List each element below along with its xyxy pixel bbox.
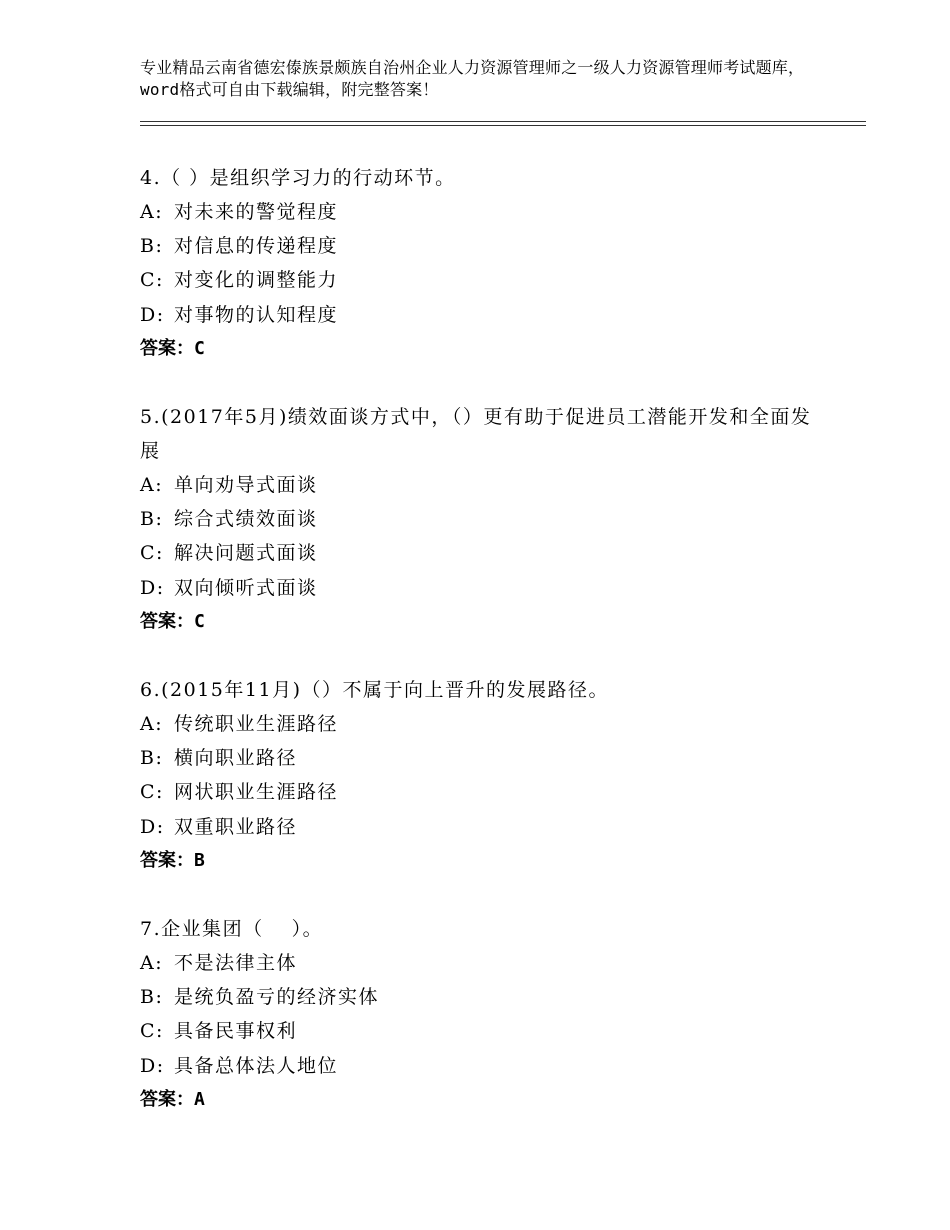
option-text: 对未来的警觉程度 bbox=[174, 201, 339, 223]
option-c bbox=[140, 536, 830, 570]
question-4 bbox=[140, 161, 830, 366]
option-letter: A: bbox=[140, 713, 164, 735]
option-text: 不是法律主体 bbox=[174, 952, 298, 974]
question-6 bbox=[140, 673, 830, 878]
option-letter: B: bbox=[140, 508, 164, 531]
option-text: 单向劝导式面谈 bbox=[174, 474, 318, 496]
option-letter: C: bbox=[140, 781, 164, 804]
option-text: 传统职业生涯路径 bbox=[174, 713, 339, 735]
header-divider-bottom bbox=[140, 125, 866, 126]
option-letter: D: bbox=[140, 1054, 165, 1077]
option-letter: C: bbox=[140, 269, 164, 292]
question-5 bbox=[140, 400, 830, 639]
option-c bbox=[140, 1014, 830, 1048]
document-header: 专业精品云南省德宏傣族景颇族自治州企业人力资源管理师之一级人力资源管理师考试题库，word格式可自由下载编辑，附完整答案！ bbox=[140, 58, 805, 99]
header-divider-top bbox=[140, 121, 866, 122]
option-a bbox=[140, 707, 830, 741]
option-c bbox=[140, 775, 830, 809]
option-c bbox=[140, 263, 830, 297]
answer-line: 答案：C bbox=[140, 610, 205, 632]
option-letter: D: bbox=[140, 815, 165, 838]
option-b bbox=[140, 980, 830, 1014]
option-text: 横向职业路径 bbox=[174, 747, 298, 770]
option-letter: A: bbox=[140, 201, 164, 223]
question-7 bbox=[140, 912, 830, 1117]
option-letter: A: bbox=[140, 474, 164, 496]
answer-line: 答案：C bbox=[140, 337, 205, 359]
option-text: 对事物的认知程度 bbox=[174, 303, 339, 326]
option-d bbox=[140, 810, 830, 844]
question-stem: 4.（ ）是组织学习力的行动环节。 bbox=[140, 167, 456, 189]
option-letter: B: bbox=[140, 235, 164, 258]
option-b bbox=[140, 229, 830, 263]
option-text: 具备民事权利 bbox=[174, 1020, 298, 1043]
option-a bbox=[140, 946, 830, 980]
option-b bbox=[140, 741, 830, 775]
option-text: 是统负盈亏的经济实体 bbox=[174, 986, 380, 1009]
option-text: 具备总体法人地位 bbox=[174, 1054, 339, 1077]
option-a bbox=[140, 468, 830, 502]
option-text: 对信息的传递程度 bbox=[174, 235, 339, 258]
option-d bbox=[140, 1049, 830, 1083]
option-letter: B: bbox=[140, 986, 164, 1009]
option-letter: C: bbox=[140, 542, 164, 565]
answer-line: 答案：B bbox=[140, 849, 205, 871]
option-a bbox=[140, 195, 830, 229]
option-text: 双重职业路径 bbox=[174, 815, 298, 838]
option-text: 网状职业生涯路径 bbox=[174, 781, 339, 804]
option-text: 双向倾听式面谈 bbox=[174, 576, 318, 599]
answer-line: 答案：A bbox=[140, 1088, 205, 1110]
option-letter: C: bbox=[140, 1020, 164, 1043]
option-letter: D: bbox=[140, 576, 165, 599]
option-letter: D: bbox=[140, 303, 165, 326]
option-text: 解决问题式面谈 bbox=[174, 542, 318, 565]
option-b bbox=[140, 502, 830, 536]
option-letter: B: bbox=[140, 747, 164, 770]
question-stem: 5.(2017年5月)绩效面谈方式中，（）更有助于促进员工潜能开发和全面发展 bbox=[140, 406, 812, 462]
option-letter: A: bbox=[140, 952, 164, 974]
option-text: 对变化的调整能力 bbox=[174, 269, 339, 292]
question-stem: 6.(2015年11月)（）不属于向上晋升的发展路径。 bbox=[140, 679, 609, 701]
option-d bbox=[140, 571, 830, 605]
option-d bbox=[140, 298, 830, 332]
option-text: 综合式绩效面谈 bbox=[174, 508, 318, 531]
question-stem: 7.企业集团（ ）。 bbox=[140, 918, 324, 940]
